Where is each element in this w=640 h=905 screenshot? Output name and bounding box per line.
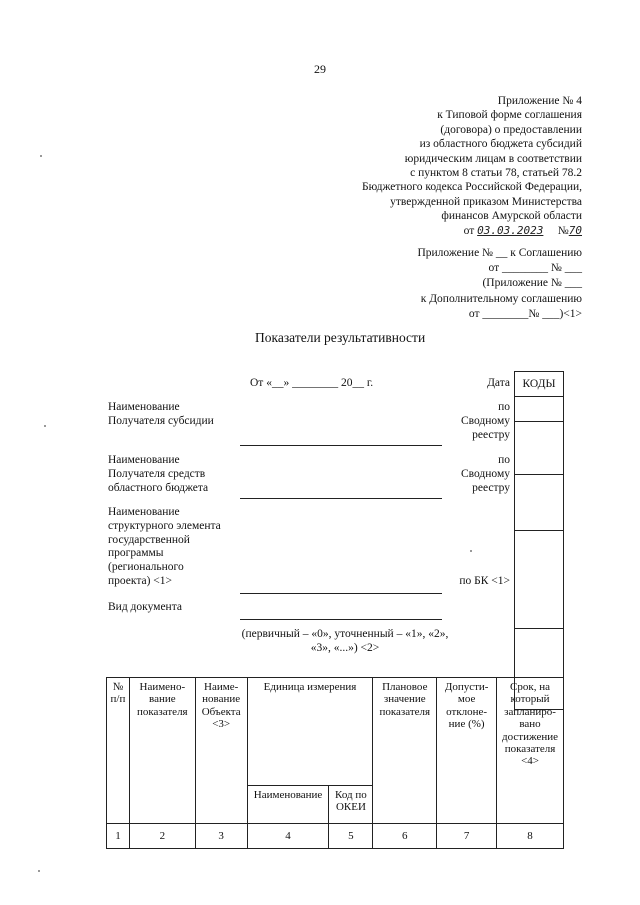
col-header-number: № п/п (107, 678, 130, 824)
agreement-reference (417, 246, 582, 322)
codes-header: КОДЫ (515, 372, 563, 397)
page-number: 29 (314, 62, 326, 76)
handwritten-number: 70 (568, 223, 582, 237)
code-cell-budget (515, 475, 563, 531)
agreement-line: (Приложение № ___ (482, 277, 582, 290)
column-number: 1 (107, 824, 130, 849)
scan-mark (38, 870, 40, 872)
budget-code-label: по Сводному реестру (460, 454, 510, 494)
appendix-line: Приложение № 4 (497, 95, 582, 107)
column-number: 5 (329, 824, 373, 849)
program-line (240, 593, 442, 594)
date-prefix: от (463, 224, 475, 237)
document-title: Показатели результативности (255, 330, 426, 345)
number-prefix: № (557, 224, 569, 237)
code-cell-bk (515, 531, 563, 629)
appendix-line: (договора) о предоставлении (440, 123, 582, 136)
agreement-line: от ________ № ___ (488, 262, 582, 275)
doc-type-label: Вид документа (108, 601, 182, 613)
scan-mark (470, 550, 472, 552)
budget-recipient-label: Наименование Получателя средств областного бюджета (108, 454, 209, 494)
appendix-date-line (362, 224, 582, 238)
col-header-deadline: Срок, на который запланиро- вано достижение показателя <4> (497, 678, 564, 824)
handwritten-date: 03.03.2023 (477, 223, 544, 237)
col-header-unit-name: Наименование (247, 786, 329, 824)
program-label: Наименование структурного элемента государственной программы (регионального проекта) <1> (108, 506, 221, 587)
column-number: 6 (373, 824, 437, 849)
appendix-header (362, 94, 582, 238)
column-number: 4 (247, 824, 329, 849)
budget-recipient-line (240, 498, 442, 499)
appendix-line: финансов Амурской области (441, 210, 582, 223)
doc-type-note: (первичный – «0», уточненный – «1», «2», «3», «...») <2> (241, 628, 449, 654)
column-number: 2 (129, 824, 195, 849)
form-date-line: От «__» ________ 20__ г. (250, 377, 374, 389)
col-header-unit-okei: Код по ОКЕИ (329, 786, 373, 824)
col-header-planned: Плановое значение показателя (373, 678, 437, 824)
codes-box (514, 371, 564, 710)
code-cell-date (515, 397, 563, 422)
appendix-line: утвержденной приказом Министерства (390, 195, 582, 208)
appendix-line: с пунктом 8 статьи 78, статьей 78.2 (410, 167, 582, 180)
col-header-deviation: Допусти- мое отклоне- ние (%) (437, 678, 497, 824)
date-label: Дата (487, 377, 510, 389)
agreement-line: Приложение № __ к Соглашению (417, 247, 582, 259)
appendix-line: из областного бюджета субсидий (419, 138, 582, 151)
col-header-indicator: Наимено- вание показателя (129, 678, 195, 824)
column-number: 7 (437, 824, 497, 849)
doc-type-line (240, 619, 442, 620)
agreement-line: от ________№ ___)<1> (468, 307, 582, 320)
bk-code-label: по БК <1> (459, 575, 510, 587)
col-header-unit: Единица измерения (247, 678, 373, 786)
appendix-line: к Типовой форме соглашения (437, 109, 582, 122)
appendix-line: юридическим лицам в соответствии (404, 152, 582, 165)
indicators-table (106, 677, 564, 849)
col-header-object: Наиме- нование Объекта <3> (195, 678, 247, 824)
code-cell-recipient (515, 422, 563, 475)
column-number: 8 (497, 824, 564, 849)
recipient-line (240, 445, 442, 446)
column-number: 3 (195, 824, 247, 849)
scan-mark (44, 425, 46, 427)
scan-mark (40, 155, 42, 157)
agreement-line: к Дополнительному соглашению (420, 292, 582, 305)
appendix-line: Бюджетного кодекса Российской Федерации, (362, 181, 582, 194)
recipient-code-label: по Сводному реестру (460, 401, 510, 441)
recipient-label: Наименование Получателя субсидии (108, 401, 214, 427)
